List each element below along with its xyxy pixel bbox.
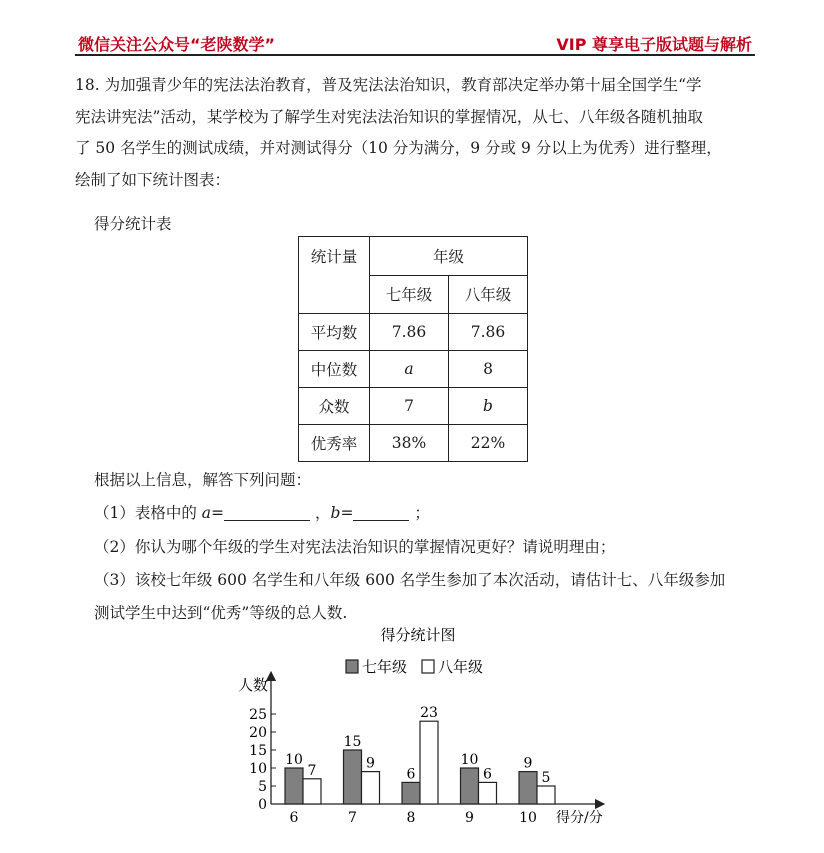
instructions: 根据以上信息，解答下列问题： (94, 471, 312, 489)
table-row: 众数 7 b (299, 388, 528, 425)
bar-value-label: 15 (343, 734, 362, 750)
chart-title: 得分统计图 (380, 626, 456, 644)
y-tick-label: 15 (249, 743, 267, 759)
x-tick-label: 7 (348, 810, 357, 826)
table-row: 中位数 a 8 (299, 351, 528, 388)
x-axis-label: 得分/分 (556, 810, 603, 826)
bar-seventh-6 (285, 768, 303, 804)
bar-seventh-9 (461, 768, 479, 804)
bar-eighth-6 (303, 779, 321, 804)
subquestion-3-line-1: （3）该校七年级 600 名学生和八年级 600 名学生参加了本次活动，请估计七、八年级参加 (94, 571, 726, 589)
legend-label-eighth: 八年级 (438, 658, 484, 676)
table-col-8: 八年级 (449, 275, 528, 314)
bar-value-label: 6 (483, 766, 492, 783)
subquestion-2: （2）你认为哪个年级的学生对宪法法治知识的掌握情况更好？请说明理由； (94, 538, 616, 556)
question-line-4: 绘制了如下统计图表： (75, 170, 231, 189)
x-tick-label: 9 (465, 810, 474, 826)
legend-swatch-seventh (346, 660, 358, 673)
table-caption: 得分统计表 (94, 215, 172, 233)
x-tick-label: 10 (519, 810, 537, 826)
question-line-2: 宪法讲宪法”活动，某学校为了解学生对宪法法治知识的掌握情况，从七、八年级各随机抽取 (75, 107, 703, 126)
table-row: 平均数 7.86 7.86 (299, 314, 528, 351)
bar-value-label: 10 (460, 752, 479, 768)
y-tick-label: 10 (249, 761, 267, 777)
bar-value-label: 6 (406, 766, 416, 783)
bar-eighth-10 (537, 786, 555, 804)
table-row: 优秀率 38% 22% (299, 425, 528, 462)
y-axis-label: 人数 (238, 676, 269, 694)
question-line-3: 了 50 名学生的测试成绩，并对测试得分（10 分为满分，9 分或 9 分以上为优秀）进行整理， (75, 139, 722, 157)
header-left-text: 微信关注公众号“老陕数学” (78, 35, 276, 54)
table-col-7: 七年级 (370, 275, 449, 314)
legend-label-seventh: 七年级 (362, 658, 408, 676)
bar-value-label: 9 (523, 755, 533, 772)
bar-seventh-10 (519, 772, 537, 804)
bar-seventh-8 (402, 782, 420, 804)
bar-value-label: 23 (420, 705, 438, 722)
table-corner: 统计量 (299, 237, 370, 314)
bar-value-label: 7 (307, 762, 317, 779)
question-number: 18. (75, 76, 100, 94)
bar-eighth-7 (362, 772, 380, 804)
bar-eighth-9 (479, 782, 497, 804)
y-tick-label: 25 (249, 707, 267, 723)
x-tick-label: 6 (289, 810, 299, 826)
y-tick-label: 0 (258, 797, 267, 813)
bar-value-label: 9 (366, 755, 375, 772)
subquestion-1: （1）表格中的 a= ，b= ； (94, 504, 430, 522)
question-line-1: 18. 为加强青少年的宪法法治教育，普及宪法法治知识，教育部决定举办第十届全国学生“学 (75, 76, 702, 94)
bar-value-label: 5 (541, 770, 551, 786)
table-group-header: 年级 (370, 237, 528, 276)
y-tick-label: 20 (249, 725, 267, 741)
bar-eighth-8 (420, 721, 438, 804)
bar-value-label: 10 (285, 752, 303, 768)
bar-seventh-7 (344, 750, 362, 804)
y-tick-label: 5 (258, 779, 267, 795)
legend-swatch-eighth (422, 660, 434, 673)
subquestion-3-line-2: 测试学生中达到“优秀”等级的总人数. (94, 604, 348, 622)
header-right-text: VIP 尊享电子版试题与解析 (556, 35, 752, 54)
x-tick-label: 8 (406, 810, 416, 826)
